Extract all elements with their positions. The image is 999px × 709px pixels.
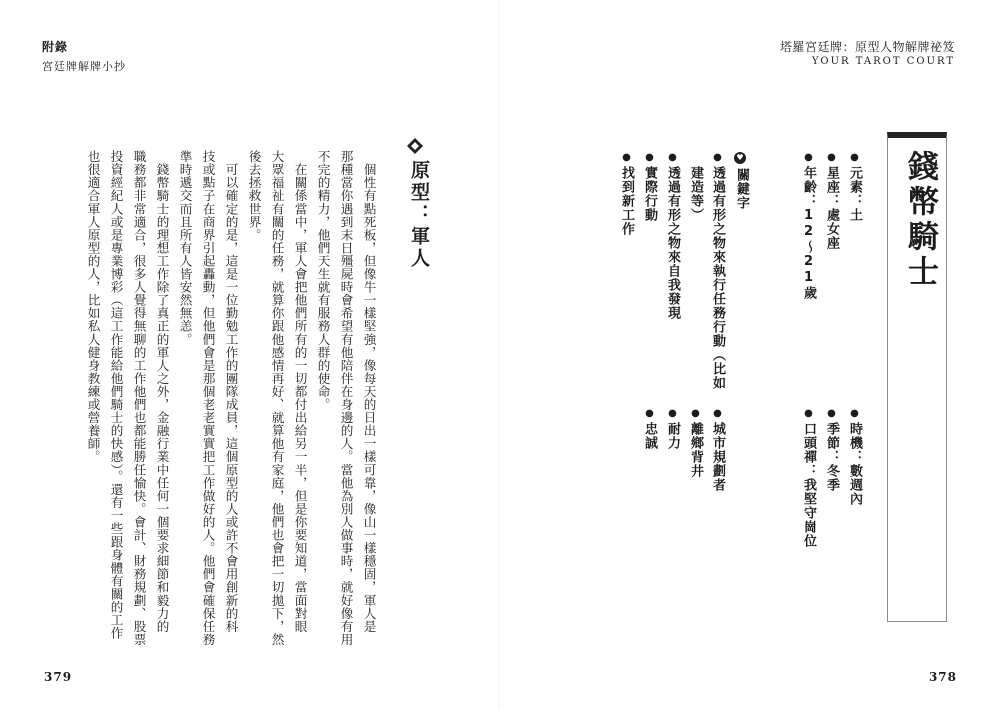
keyword-item: ●離鄉背井 <box>688 408 703 478</box>
body-text-column: 技或點子在商界引起轟動，但他們會是那個老老實實把工作做好的人。他們會確保任務 <box>200 150 216 646</box>
body-text-column: 後去拯救世界。 <box>246 150 262 242</box>
body-text-column: 錢幣騎士的理想工作除了真正的軍人之外，金融行業中任何一個要求細節和毅力的 <box>154 150 170 633</box>
attribute-item: ●時機：數週內 <box>847 408 862 506</box>
right-running-subheader: YOUR TAROT COURT <box>811 56 955 67</box>
page-gutter <box>499 0 500 709</box>
page-number-right: 378 <box>928 670 957 684</box>
body-text-column: 投資經紀人或是專業博彩（這工作能給他們騎士的快感）。還有一些跟身體有關的工作 <box>108 150 124 640</box>
body-text-column: 大眾福祉有關的任務，就算你跟他感情再好、就算他有家庭，他們也會把一切拋下，然 <box>269 150 285 646</box>
body-text-column: 職務都非常適合，很多人覺得無聊的工作他們也都能勝任愉快。會計、財務規劃、股票 <box>131 150 147 646</box>
heart-icon: ♥ <box>734 152 746 164</box>
attribute-item: ●年齡：12～21歲 <box>801 152 816 300</box>
keyword-item: ●耐力 <box>665 408 680 450</box>
body-text-column: 個性有點死板，但像牛一樣堅強，像每天的日出一樣可靠，像山一樣穩固，軍人是 <box>361 150 377 633</box>
body-text-column: 也很適合軍人原型的人，比如私人健身教練或營養師。 <box>85 150 101 464</box>
body-text-column: 不完的精力，他們天生就有服務人群的使命。 <box>315 150 331 411</box>
body-text-column: 在關係當中，軍人會把他們所有的一切都付出給另一半，但是你要知道，當面對眼 <box>292 150 308 633</box>
attribute-item: ●口頭禪：我堅守崗位 <box>801 408 816 548</box>
keyword-item: ●實際行動 <box>642 152 657 222</box>
keyword-item: ●忠誠 <box>642 408 657 450</box>
attribute-item: ●季節：冬季 <box>824 408 839 492</box>
section-title: 原型：軍人 <box>408 160 430 270</box>
keyword-item: ●透過有形之物來執行任務行動（比如 <box>710 152 725 390</box>
diamond-icon <box>407 138 423 154</box>
body-text-column: 那種當你遇到末日殭屍時會希望有他陪伴在身邊的人。當他為別人做事時，就好像有用 <box>338 150 354 646</box>
attribute-item: ●元素：土 <box>847 152 862 222</box>
right-running-header: 塔羅宮廷牌：原型人物解牌祕笈 <box>779 40 955 54</box>
body-text-column: 可以確定的是，這是一位勤勉工作的團隊成員，這個原型的人或許不會用創新的科 <box>223 150 239 633</box>
keyword-item: ●城市規劃者 <box>710 408 725 492</box>
keywords-heading: 關鍵字 <box>734 168 749 210</box>
keyword-item-continued: 建造等） <box>688 166 703 222</box>
body-text-column: 準時遞交而且所有人皆安然無恙。 <box>177 150 193 346</box>
attribute-item: ●星座：處女座 <box>824 152 839 250</box>
card-title: 錢幣騎士 <box>902 150 938 290</box>
keyword-item: ●透過有形之物來自我發現 <box>665 152 680 320</box>
page-number-left: 379 <box>44 670 73 684</box>
left-running-subheader: 宮廷牌解牌小抄 <box>42 60 126 73</box>
left-running-header: 附錄 <box>42 40 69 54</box>
keyword-item: ●找到新工作 <box>619 152 634 236</box>
